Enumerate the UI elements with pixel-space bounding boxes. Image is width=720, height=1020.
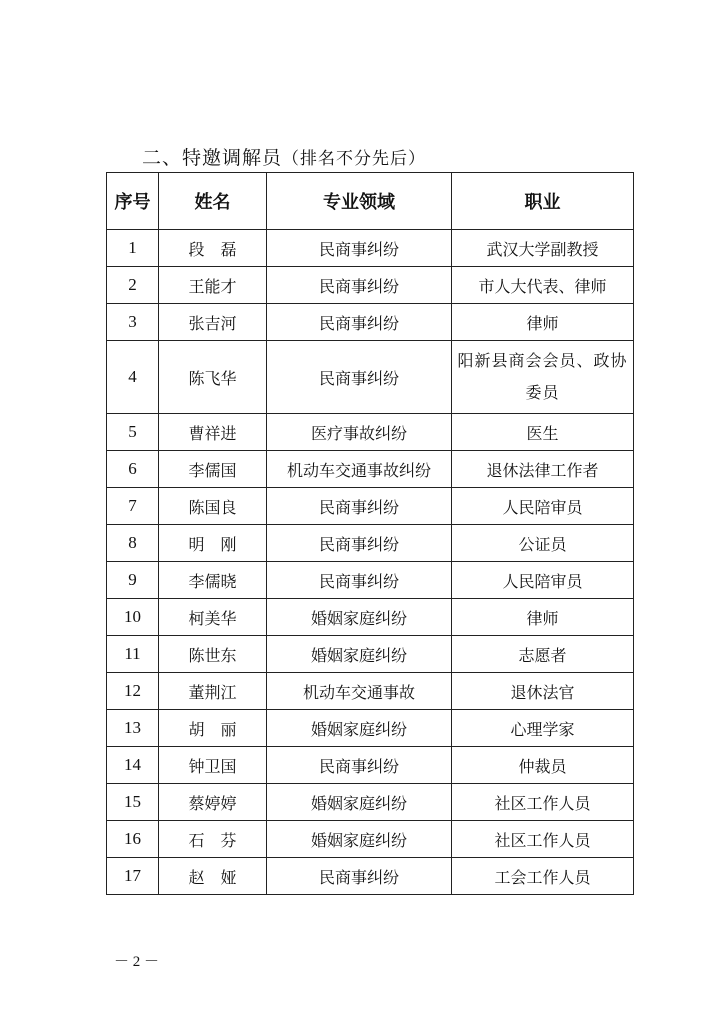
cell-field: 婚姻家庭纠纷 <box>267 710 452 747</box>
cell-field: 婚姻家庭纠纷 <box>267 821 452 858</box>
table-row <box>107 230 634 267</box>
cell-index: 9 <box>107 562 159 599</box>
cell-field: 民商事纠纷 <box>267 488 452 525</box>
cell-occupation: 人民陪审员 <box>452 488 634 525</box>
cell-name: 石 芬 <box>159 821 267 858</box>
table-row <box>107 451 634 488</box>
table-body <box>107 230 634 895</box>
cell-name: 钟卫国 <box>159 747 267 784</box>
table-row <box>107 710 634 747</box>
cell-index: 12 <box>107 673 159 710</box>
cell-index: 1 <box>107 230 159 267</box>
cell-name: 张吉河 <box>159 304 267 341</box>
table-row <box>107 599 634 636</box>
cell-occupation: 律师 <box>452 599 634 636</box>
cell-occupation: 社区工作人员 <box>452 784 634 821</box>
cell-field: 民商事纠纷 <box>267 747 452 784</box>
cell-name: 柯美华 <box>159 599 267 636</box>
cell-occupation: 仲裁员 <box>452 747 634 784</box>
cell-occupation: 退休法律工作者 <box>452 451 634 488</box>
cell-index: 15 <box>107 784 159 821</box>
cell-field: 民商事纠纷 <box>267 304 452 341</box>
cell-index: 2 <box>107 267 159 304</box>
table-row <box>107 341 634 414</box>
section-title: 二、特邀调解员 <box>142 147 283 169</box>
cell-occupation: 武汉大学副教授 <box>452 230 634 267</box>
table-row <box>107 525 634 562</box>
cell-field: 民商事纠纷 <box>267 267 452 304</box>
cell-occupation: 公证员 <box>452 525 634 562</box>
cell-field: 民商事纠纷 <box>267 341 452 414</box>
cell-field: 婚姻家庭纠纷 <box>267 599 452 636</box>
cell-occupation: 社区工作人员 <box>452 821 634 858</box>
table-row <box>107 304 634 341</box>
cell-index: 11 <box>107 636 159 673</box>
header-index: 序号 <box>107 173 159 230</box>
cell-name: 胡 丽 <box>159 710 267 747</box>
cell-occupation: 退休法官 <box>452 673 634 710</box>
cell-occupation: 市人大代表、律师 <box>452 267 634 304</box>
cell-field: 婚姻家庭纠纷 <box>267 636 452 673</box>
cell-occupation: 阳新县商会会员、政协委员 <box>452 341 634 414</box>
section-heading <box>142 143 426 170</box>
cell-occupation: 志愿者 <box>452 636 634 673</box>
cell-occupation: 心理学家 <box>452 710 634 747</box>
cell-name: 陈国良 <box>159 488 267 525</box>
cell-field: 民商事纠纷 <box>267 858 452 895</box>
table-row <box>107 562 634 599</box>
cell-field: 民商事纠纷 <box>267 230 452 267</box>
table-row <box>107 858 634 895</box>
cell-name: 蔡婷婷 <box>159 784 267 821</box>
cell-name: 明 刚 <box>159 525 267 562</box>
cell-field: 医疗事故纠纷 <box>267 414 452 451</box>
cell-index: 5 <box>107 414 159 451</box>
table-row <box>107 784 634 821</box>
table-row <box>107 267 634 304</box>
cell-name: 李儒晓 <box>159 562 267 599</box>
table-row <box>107 488 634 525</box>
cell-index: 8 <box>107 525 159 562</box>
cell-occupation: 律师 <box>452 304 634 341</box>
page-number: － 2 － <box>114 954 160 970</box>
cell-index: 16 <box>107 821 159 858</box>
header-occupation: 职业 <box>452 173 634 230</box>
cell-index: 4 <box>107 341 159 414</box>
cell-occupation: 人民陪审员 <box>452 562 634 599</box>
cell-name: 李儒国 <box>159 451 267 488</box>
cell-name: 赵 娅 <box>159 858 267 895</box>
cell-name: 王能才 <box>159 267 267 304</box>
cell-index: 14 <box>107 747 159 784</box>
cell-name: 董荆江 <box>159 673 267 710</box>
mediator-table <box>106 172 634 895</box>
table-row <box>107 821 634 858</box>
cell-index: 6 <box>107 451 159 488</box>
header-name: 姓名 <box>159 173 267 230</box>
cell-index: 10 <box>107 599 159 636</box>
cell-field: 机动车交通事故纠纷 <box>267 451 452 488</box>
table-header-row <box>107 173 634 230</box>
table-row <box>107 414 634 451</box>
cell-field: 民商事纠纷 <box>267 562 452 599</box>
table-row <box>107 747 634 784</box>
header-field: 专业领域 <box>267 173 452 230</box>
cell-occupation: 工会工作人员 <box>452 858 634 895</box>
table-row <box>107 636 634 673</box>
cell-index: 3 <box>107 304 159 341</box>
cell-name: 陈世东 <box>159 636 267 673</box>
cell-index: 7 <box>107 488 159 525</box>
cell-field: 机动车交通事故 <box>267 673 452 710</box>
cell-occupation: 医生 <box>452 414 634 451</box>
cell-name: 曹祥进 <box>159 414 267 451</box>
section-note: （排名不分先后） <box>282 149 427 169</box>
cell-index: 13 <box>107 710 159 747</box>
cell-name: 段 磊 <box>159 230 267 267</box>
cell-name: 陈飞华 <box>159 341 267 414</box>
table-row <box>107 673 634 710</box>
cell-index: 17 <box>107 858 159 895</box>
cell-field: 婚姻家庭纠纷 <box>267 784 452 821</box>
cell-field: 民商事纠纷 <box>267 525 452 562</box>
